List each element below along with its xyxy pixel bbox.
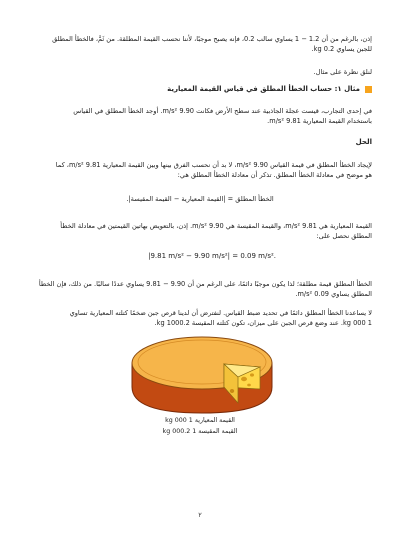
example-title: مثال ١: حساب الخطأ المطلق في قياس القيمة المعيارية (167, 85, 360, 93)
lets-look-text: لنلق نظرة على مثال. (313, 68, 372, 76)
solution-2-line-2: المطلق نحصل على: (316, 232, 372, 240)
equation: |9.81 m/s² − 9.90 m/s²| = 0.09 m/s². (148, 252, 276, 260)
solution-paragraph-4 (28, 308, 372, 328)
solution-2-line-1: القيمة المعيارية هي 9.81 m/s²، والقيمة المقيسة هي 9.90 m/s². إذن، بالتعويض بهاتين القيمتين في معادلة الخطأ (60, 222, 372, 230)
question-line-2: باستخدام القيمة المعيارية 9.81 m/s². (267, 117, 372, 125)
intro-line-1: إذن، بالرغم من أن 1.2 − 1 يساوي سالب 0.2، فإنه يصبح موجبًا، لأننا نحسب القيمة المطلقة. من ثَمَّ، فالخطأ المطلق (52, 35, 372, 43)
intro-paragraph (28, 34, 372, 54)
cheese-wheel-illustration (128, 331, 276, 416)
cheese-icon (128, 331, 276, 416)
intro-line-2: للجبن يساوي 0.2 kg. (311, 45, 372, 53)
page-number: ٢ (198, 511, 202, 519)
solution-4-line-1: لا يساعدنا الخطأ المطلق دائمًا في تحديد ضبط القياس. لنفترض أن لدينا قرص جبن ضخمًا كتلته المعيارية تساوي (69, 309, 372, 317)
example-bullet-icon (365, 86, 372, 93)
question-paragraph (28, 106, 372, 126)
solution-label: الحل (355, 138, 372, 146)
solution-3-line-1: الخطأ المطلق قيمة مطلقة؛ لذا يكون موجبًا دائمًا، على الرغم من أن 9.90 − 9.81 يساوي عددًا سالبًا. من ذلك، فإن الخطأ (38, 280, 372, 288)
solution-1-line-2: هو موضح في معادلة الخطأ المطلق. تذكر أن معادلة الخطأ المطلق هي: (177, 171, 372, 179)
solution-3-line-2: المطلق يساوي 0.09 m/s². (295, 290, 372, 298)
solution-paragraph-3 (28, 279, 372, 299)
question-line-1: في إحدى التجارب، قيست عجلة الجاذبية عند سطح الأرض فكانت 9.90 m/s². أوجد الخطأ المطلق في القياس (73, 107, 372, 115)
formula: الخطأ المطلق = |القيمة المعيارية − القيمة المقيسة|. (126, 195, 274, 203)
caption-standard: القيمة المعيارية 1 000 kg (165, 417, 235, 424)
solution-1-line-1: لإيجاد الخطأ المطلق في قيمة القياس 9.90 m/s²، لا بد أن نحسب الفرق بينها وبين القيمة المعيارية 9.81 m/s²، كما (55, 161, 372, 169)
solution-paragraph-1 (28, 160, 372, 180)
solution-4-line-2: 1 000 kg. عند وضع قرص الجبن على ميزان، تكون كتلته المقيسة 1000.2 kg. (154, 319, 372, 327)
caption-measured: القيمة المقيسة 1 000.2 kg (162, 428, 238, 435)
solution-paragraph-2 (28, 221, 372, 241)
